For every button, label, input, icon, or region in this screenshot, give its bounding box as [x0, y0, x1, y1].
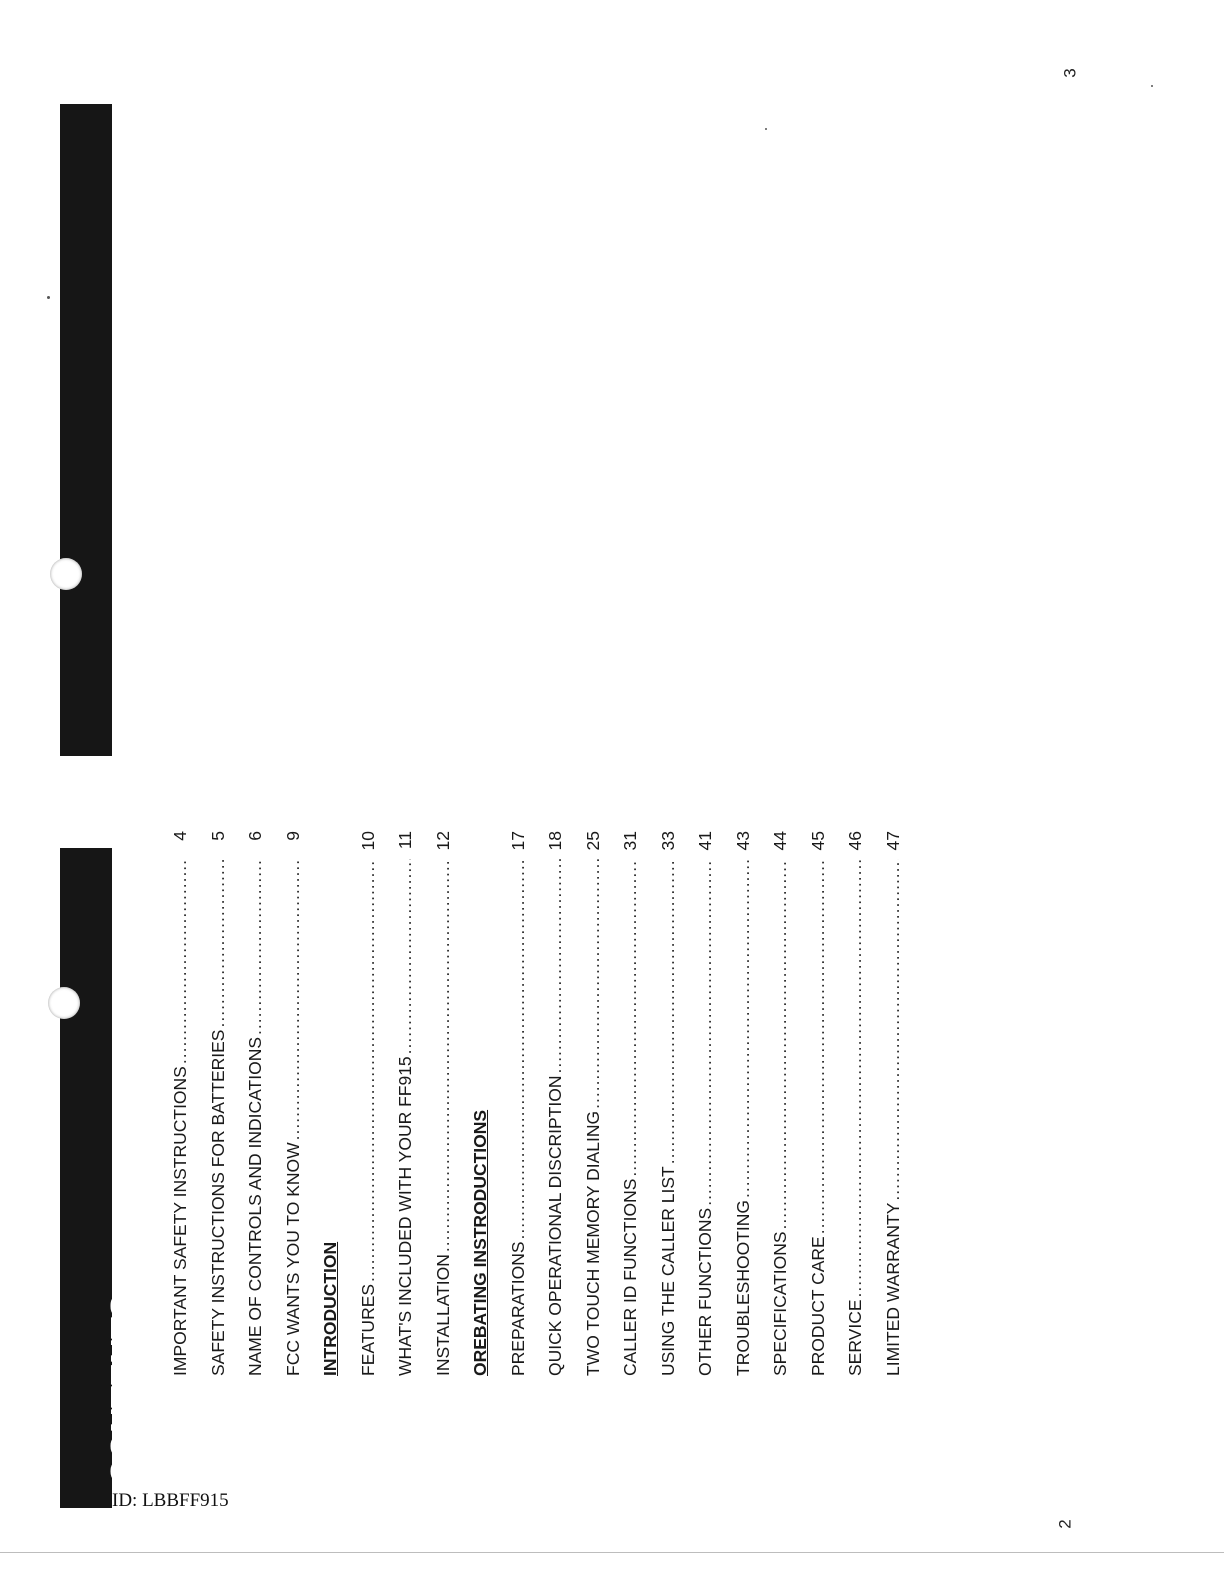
toc-page-number: 6 — [245, 831, 266, 841]
toc-page-number: 5 — [207, 831, 228, 841]
toc-row — [425, 831, 463, 1376]
toc-label: OREBATING INSTRODUCTIONS — [470, 1109, 491, 1376]
speck — [47, 296, 50, 299]
toc-label: IMPORTANT SAFETY INSTRUCTIONS — [170, 1066, 191, 1376]
toc-row — [387, 831, 425, 1376]
toc-label: PRODUCT CARE — [807, 1236, 828, 1376]
binder-hole — [48, 987, 80, 1019]
toc-row — [837, 831, 875, 1376]
toc-row — [575, 831, 613, 1376]
speck — [765, 128, 767, 130]
toc-label: TROUBLESHOOTING — [732, 1200, 753, 1376]
page-number-right: 3 — [1060, 68, 1080, 78]
toc-page-number: 9 — [282, 831, 303, 841]
binder-hole — [50, 558, 82, 590]
toc-row — [612, 831, 650, 1376]
toc-label: INTRODUCTION — [320, 1241, 341, 1376]
toc-row — [500, 831, 538, 1376]
toc-label: TWO TOUCH MEMORY DIALING — [582, 1110, 603, 1376]
toc-page-number: 46 — [845, 831, 866, 851]
speck — [1151, 85, 1153, 87]
toc-leader-dots — [508, 859, 529, 1239]
toc-page-number: 44 — [770, 831, 791, 851]
toc-heading — [312, 831, 350, 1376]
toc-row — [350, 831, 388, 1376]
toc-label: SPECIFICATIONS — [770, 1231, 791, 1376]
toc-row — [762, 831, 800, 1376]
toc-leader-dots — [283, 859, 304, 1140]
toc-leader-dots — [620, 859, 641, 1177]
toc-label: USING THE CALLER LIST — [657, 1166, 678, 1376]
toc-row — [800, 831, 838, 1376]
toc-page-number: 12 — [432, 831, 453, 851]
toc-page-number: 17 — [507, 831, 528, 851]
toc-leader-dots — [883, 859, 904, 1201]
toc-label: SERVICE — [845, 1299, 866, 1376]
toc-row — [200, 831, 238, 1376]
toc-leader-dots — [433, 859, 454, 1252]
toc-leader-dots — [770, 859, 791, 1229]
page-number-left: 2 — [1055, 1519, 1075, 1529]
toc-label: SAFETY INSTRUCTIONS FOR BATTERIES — [207, 1029, 228, 1376]
toc-page-number: 11 — [395, 831, 416, 850]
toc-label: NAME OF CONTROLS AND INDICATIONS — [245, 1036, 266, 1376]
toc-leader-dots — [808, 859, 829, 1234]
toc-label: FCC WANTS YOU TO KNOW — [282, 1142, 303, 1376]
toc-page-number: 43 — [732, 831, 753, 851]
toc-row — [875, 831, 913, 1376]
toc-label: QUICK OPERATIONAL DISCRIPTION — [545, 1075, 566, 1376]
toc-page-number: 47 — [882, 831, 903, 851]
toc-row — [162, 831, 200, 1376]
toc-page-number: 10 — [357, 831, 378, 851]
toc-row — [725, 831, 763, 1376]
toc-page-number: 18 — [545, 831, 566, 851]
toc-leader-dots — [245, 859, 266, 1035]
toc-label: CALLER ID FUNCTIONS — [620, 1178, 641, 1376]
toc-label: PREPARATIONS — [507, 1241, 528, 1376]
toc-row — [650, 831, 688, 1376]
toc-page-number: 31 — [620, 831, 641, 851]
toc-label: WHAT'S INCLUDED WITH YOUR FF915 — [395, 1056, 416, 1376]
toc-leader-dots — [208, 859, 229, 1028]
toc-row — [687, 831, 725, 1376]
toc-page-number: 45 — [807, 831, 828, 851]
toc-leader-dots — [695, 859, 716, 1206]
toc-page-number: 41 — [695, 831, 716, 851]
top-black-bar — [60, 104, 112, 756]
toc-leader-dots — [658, 859, 679, 1164]
page-bottom-line — [0, 1552, 1224, 1553]
toc-leader-dots — [583, 859, 604, 1109]
toc-label: OTHER FUNCTIONS — [695, 1207, 716, 1376]
toc-page-number: 33 — [657, 831, 678, 851]
toc-label: LIMITED WARRANTY — [882, 1202, 903, 1376]
toc-label: INSTALLATION — [432, 1254, 453, 1376]
toc-leader-dots — [395, 859, 416, 1054]
toc-row — [537, 831, 575, 1376]
toc-row — [237, 831, 275, 1376]
contents-title: CONTENTS — [103, 1295, 144, 1485]
toc-leader-dots — [845, 859, 866, 1297]
toc-leader-dots — [545, 859, 566, 1074]
toc-list — [162, 831, 922, 1376]
toc-heading — [462, 831, 500, 1376]
toc-leader-dots — [733, 859, 754, 1198]
toc-row — [275, 831, 313, 1376]
toc-page-number: 25 — [582, 831, 603, 851]
toc-page-number: 4 — [170, 831, 191, 841]
toc-label: FEATURES — [357, 1283, 378, 1376]
fcc-id: ID: LBBFF915 — [112, 1490, 229, 1511]
toc-leader-dots — [358, 859, 379, 1282]
toc-leader-dots — [170, 859, 191, 1064]
